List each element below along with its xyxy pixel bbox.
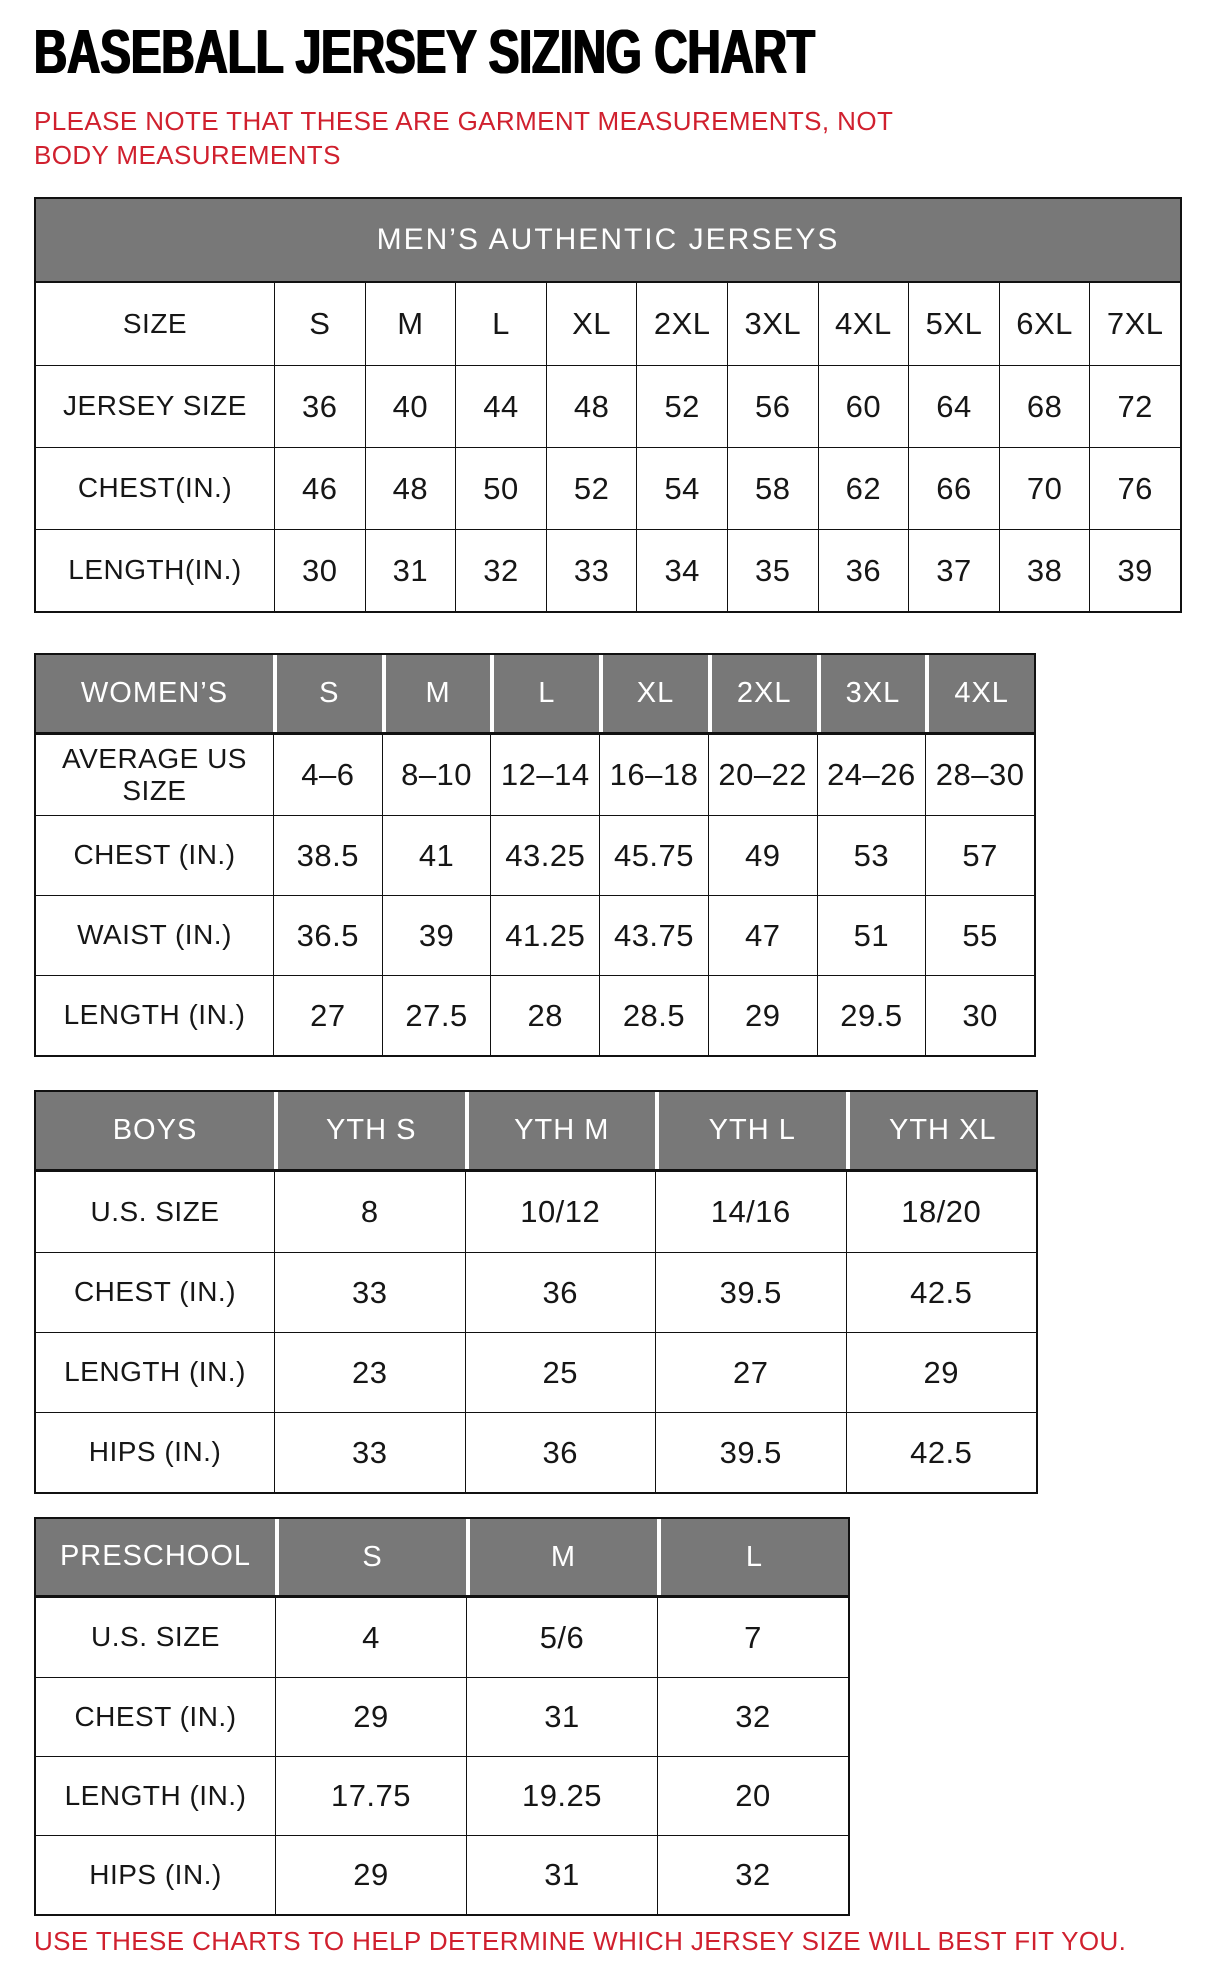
table-header-cell: 4XL (925, 655, 1034, 732)
table-header-cell: S (275, 1519, 466, 1595)
table-row (36, 1598, 848, 1677)
table-cell: 48 (365, 447, 456, 529)
table-cell: 4–6 (273, 735, 382, 815)
table-cell: 28–30 (925, 735, 1034, 815)
row-label-cell: CHEST (IN.) (36, 1252, 274, 1332)
table-cell: 62 (818, 447, 909, 529)
table-cell: 27 (655, 1332, 846, 1412)
mens-jerseys-table (34, 197, 1182, 613)
table-cell: 40 (365, 365, 456, 447)
table-cell: 18/20 (846, 1172, 1037, 1252)
table-cell: 35 (727, 529, 818, 611)
table-cell: 30 (274, 529, 365, 611)
row-label-cell: CHEST (IN.) (36, 815, 273, 895)
table-cell: 23 (274, 1332, 465, 1412)
table-row (36, 815, 1034, 895)
table-row (36, 1332, 1036, 1412)
table-cell: 28 (490, 975, 599, 1055)
table-cell: 29 (708, 975, 817, 1055)
table-cell: 27 (273, 975, 382, 1055)
table-cell: 12–14 (490, 735, 599, 815)
table-header-cell: 2XL (708, 655, 817, 732)
table-cell: 8–10 (382, 735, 491, 815)
table-row (36, 1835, 848, 1914)
table-cell: 29 (275, 1677, 466, 1756)
table-row (36, 975, 1034, 1055)
table-header-label-cell: PRESCHOOL (36, 1519, 275, 1595)
table-cell: 31 (466, 1835, 657, 1914)
table-cell: 52 (546, 447, 637, 529)
table-row (36, 1172, 1036, 1252)
table-cell: 42.5 (846, 1252, 1037, 1332)
table-header-cell: L (657, 1519, 848, 1595)
table-cell: 33 (274, 1252, 465, 1332)
table-cell: 52 (636, 365, 727, 447)
table-cell: 25 (465, 1332, 656, 1412)
boys-table-body (36, 1092, 1036, 1492)
table-header-cell: YTH XL (846, 1092, 1037, 1169)
table-cell: 48 (546, 365, 637, 447)
table-header-label-cell: WOMEN’S (36, 655, 273, 732)
table-row (36, 895, 1034, 975)
table-cell: 32 (455, 529, 546, 611)
table-cell: 2XL (636, 283, 727, 365)
table-cell: 66 (908, 447, 999, 529)
table-cell: 39 (1089, 529, 1180, 611)
table-cell: 29.5 (817, 975, 926, 1055)
table-cell: 36 (465, 1412, 656, 1492)
page-title: BASEBALL JERSEY SIZING CHART (34, 18, 815, 87)
table-cell: 34 (636, 529, 727, 611)
table-header-cell: YTH S (274, 1092, 465, 1169)
row-label-cell: CHEST (IN.) (36, 1677, 275, 1756)
measurement-note: PLEASE NOTE THAT THESE ARE GARMENT MEASUREMENTS, NOT BODY MEASUREMENTS (34, 106, 893, 171)
table-cell: L (455, 283, 546, 365)
table-cell: 46 (274, 447, 365, 529)
table-cell: 30 (925, 975, 1034, 1055)
footer-note: USE THESE CHARTS TO HELP DETERMINE WHICH JERSEY SIZE WILL BEST FIT YOU. (34, 1926, 1127, 1956)
table-cell: 41.25 (490, 895, 599, 975)
row-label-cell: LENGTH (IN.) (36, 1332, 274, 1412)
table-cell: 53 (817, 815, 926, 895)
table-cell: 29 (275, 1835, 466, 1914)
table-cell: 5XL (908, 283, 999, 365)
table-cell: 28.5 (599, 975, 708, 1055)
table-cell: 47 (708, 895, 817, 975)
table-cell: 39.5 (655, 1252, 846, 1332)
table-cell: 31 (365, 529, 456, 611)
table-cell: 31 (466, 1677, 657, 1756)
table-cell: 43.25 (490, 815, 599, 895)
womens-table-body (36, 655, 1034, 1055)
table-cell: 20 (657, 1756, 848, 1835)
table-cell: 38 (999, 529, 1090, 611)
womens-jerseys-table (34, 653, 1036, 1057)
table-cell: 6XL (999, 283, 1090, 365)
row-label-cell: HIPS (IN.) (36, 1835, 275, 1914)
table-cell: 55 (925, 895, 1034, 975)
table-cell: 8 (274, 1172, 465, 1252)
table-header-cell: YTH L (655, 1092, 846, 1169)
table-cell: 39.5 (655, 1412, 846, 1492)
table-header-cell: S (273, 655, 382, 732)
mens-table-banner: MEN’S AUTHENTIC JERSEYS (36, 199, 1180, 283)
table-header-cell: YTH M (465, 1092, 656, 1169)
table-cell: 32 (657, 1677, 848, 1756)
table-header-cell: M (382, 655, 491, 732)
table-cell: 38.5 (273, 815, 382, 895)
row-label-cell: LENGTH (IN.) (36, 975, 273, 1055)
table-cell: 14/16 (655, 1172, 846, 1252)
row-label-cell: CHEST(IN.) (36, 447, 274, 529)
table-cell: 29 (846, 1332, 1037, 1412)
table-header-cell: L (490, 655, 599, 732)
table-cell: 51 (817, 895, 926, 975)
row-label-cell: WAIST (IN.) (36, 895, 273, 975)
table-cell: 36 (274, 365, 365, 447)
table-cell: 7XL (1089, 283, 1180, 365)
table-cell: 16–18 (599, 735, 708, 815)
table-row (36, 735, 1034, 815)
preschool-table-body (36, 1519, 848, 1914)
table-row (36, 365, 1180, 447)
table-cell: 32 (657, 1835, 848, 1914)
table-row (36, 1412, 1036, 1492)
table-cell: 33 (274, 1412, 465, 1492)
table-header-row (36, 1519, 848, 1598)
table-cell: M (365, 283, 456, 365)
table-cell: 19.25 (466, 1756, 657, 1835)
table-cell: 43.75 (599, 895, 708, 975)
table-cell: S (274, 283, 365, 365)
table-row (36, 1677, 848, 1756)
row-label-cell: JERSEY SIZE (36, 365, 274, 447)
table-cell: 58 (727, 447, 818, 529)
table-cell: 27.5 (382, 975, 491, 1055)
table-cell: 24–26 (817, 735, 926, 815)
table-cell: 41 (382, 815, 491, 895)
table-cell: 33 (546, 529, 637, 611)
table-cell: 20–22 (708, 735, 817, 815)
row-label-cell: LENGTH (IN.) (36, 1756, 275, 1835)
mens-table-body (36, 283, 1180, 611)
table-row (36, 447, 1180, 529)
table-cell: 44 (455, 365, 546, 447)
table-row (36, 1756, 848, 1835)
table-cell: 54 (636, 447, 727, 529)
table-cell: 4XL (818, 283, 909, 365)
row-label-cell: HIPS (IN.) (36, 1412, 274, 1492)
table-cell: 57 (925, 815, 1034, 895)
row-label-cell: U.S. SIZE (90, 1195, 220, 1227)
table-cell: XL (546, 283, 637, 365)
table-cell: 37 (908, 529, 999, 611)
table-cell: 36.5 (273, 895, 382, 975)
table-cell: 39 (382, 895, 491, 975)
boys-jerseys-table (34, 1090, 1038, 1494)
table-cell: 45.75 (599, 815, 708, 895)
table-header-label-cell: BOYS (36, 1092, 274, 1169)
table-header-cell: 3XL (817, 655, 926, 732)
table-row (36, 1252, 1036, 1332)
table-cell: 56 (727, 365, 818, 447)
table-cell: 17.75 (275, 1756, 466, 1835)
table-header-row (36, 655, 1034, 735)
table-cell: 3XL (727, 283, 818, 365)
row-label-cell: U.S. SIZE (91, 1621, 220, 1653)
table-cell: 68 (999, 365, 1090, 447)
table-cell: 36 (465, 1252, 656, 1332)
table-cell: 72 (1089, 365, 1180, 447)
row-label-cell: SIZE (122, 307, 188, 339)
table-cell: 7 (657, 1598, 848, 1677)
preschool-jerseys-table (34, 1517, 850, 1916)
table-cell: 10/12 (465, 1172, 656, 1252)
table-cell: 64 (908, 365, 999, 447)
table-cell: 36 (818, 529, 909, 611)
table-cell: 76 (1089, 447, 1180, 529)
table-cell: 50 (455, 447, 546, 529)
table-cell: 60 (818, 365, 909, 447)
table-row (36, 283, 1180, 365)
row-label-cell: LENGTH(IN.) (36, 529, 274, 611)
table-cell: 49 (708, 815, 817, 895)
table-cell: 42.5 (846, 1412, 1037, 1492)
table-cell: 5/6 (466, 1598, 657, 1677)
table-header-cell: M (466, 1519, 657, 1595)
row-label-cell: AVERAGE US SIZE (62, 742, 247, 806)
table-row (36, 529, 1180, 611)
table-cell: 4 (275, 1598, 466, 1677)
table-header-row (36, 1092, 1036, 1172)
table-cell: 70 (999, 447, 1090, 529)
table-header-cell: XL (599, 655, 708, 732)
